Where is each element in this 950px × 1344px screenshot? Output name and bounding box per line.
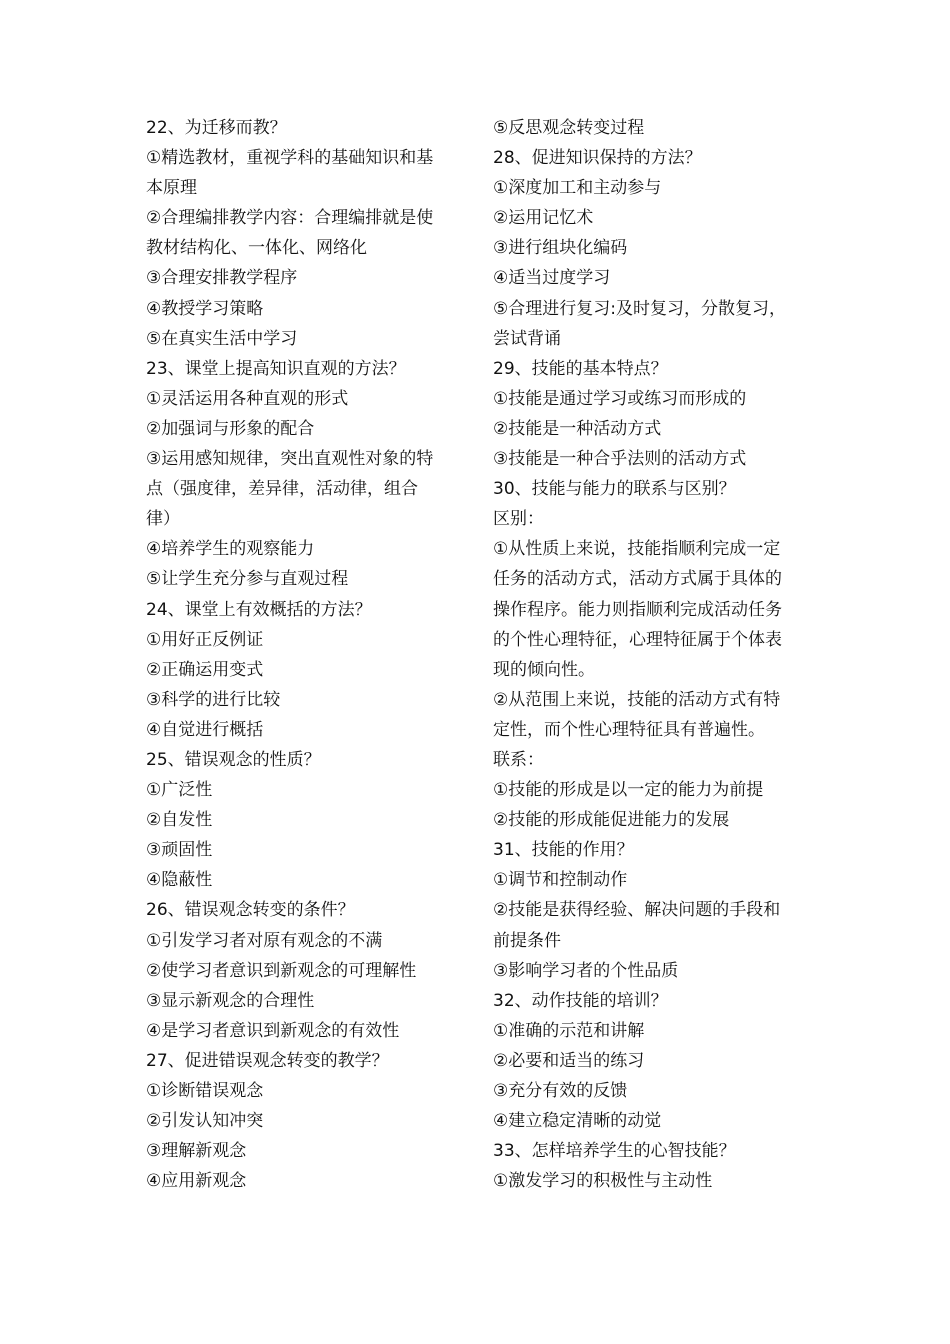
text-line: 联系： <box>493 749 544 770</box>
text-line: 25、错误观念的性质？ <box>146 749 321 770</box>
text-line: ①用好正反例证 <box>146 629 264 650</box>
text-line: 24、课堂上有效概括的方法？ <box>146 599 372 620</box>
text-line: ③显示新观念的合理性 <box>146 990 315 1011</box>
text-line: ①深度加工和主动参与 <box>493 178 662 199</box>
text-line: ③影响学习者的个性品质 <box>493 960 679 981</box>
text-line: ④教授学习策略 <box>146 298 264 319</box>
text-line: 33、怎样培养学生的心智技能？ <box>493 1141 736 1162</box>
text-line: ③科学的进行比较 <box>146 689 281 710</box>
text-line: ②必要和适当的练习 <box>493 1050 645 1071</box>
text-line: 区别： <box>493 509 544 530</box>
text-line: ①激发学习的积极性与主动性 <box>493 1171 713 1192</box>
text-line: ①诊断错误观念 <box>146 1081 264 1101</box>
text-line: ③进行组块化编码 <box>493 238 628 259</box>
text-line: 28、促进知识保持的方法？ <box>493 148 702 169</box>
text-line: 教材结构化、一体化、网络化 <box>146 238 367 259</box>
text-line: ⑤合理进行复习:及时复习，分散复习， <box>493 298 786 319</box>
text-line: ②技能是获得经验、解决问题的手段和 <box>493 900 781 921</box>
text-line: ③技能是一种合乎法则的活动方式 <box>493 449 747 470</box>
text-line: ②技能的形成能促进能力的发展 <box>493 810 730 831</box>
text-line: ③合理安排教学程序 <box>146 268 298 289</box>
text-line: 29、技能的基本特点？ <box>493 358 668 379</box>
text-line: 现的倾向性。 <box>493 659 595 680</box>
text-line: 30、技能与能力的联系与区别？ <box>493 479 736 500</box>
text-line: ②技能是一种活动方式 <box>493 418 662 439</box>
text-line: ②正确运用变式 <box>146 659 264 680</box>
left-column <box>146 113 462 1196</box>
text-line: 律） <box>146 509 180 530</box>
text-line: ②从范围上来说，技能的活动方式有特 <box>493 689 781 710</box>
text-line: ③充分有效的反馈 <box>493 1081 628 1101</box>
right-column <box>493 113 809 1196</box>
text-line: ⑤让学生充分参与直观过程 <box>146 569 349 590</box>
text-line: ②合理编排教学内容：合理编排就是使 <box>146 208 434 229</box>
text-line: ①准确的示范和讲解 <box>493 1020 645 1041</box>
text-line: ①技能的形成是以一定的能力为前提 <box>493 780 764 801</box>
text-line: ②运用记忆术 <box>493 208 594 229</box>
text-line: ①引发学习者对原有观念的不满 <box>146 930 383 951</box>
text-line: ①调节和控制动作 <box>493 870 628 891</box>
text-line: ②自发性 <box>146 810 213 831</box>
text-line: ④适当过度学习 <box>493 268 611 289</box>
text-line: 31、技能的作用？ <box>493 840 634 861</box>
text-line: ④隐蔽性 <box>146 870 213 891</box>
text-line: ④自觉进行概括 <box>146 719 264 740</box>
text-line: ④建立稳定清晰的动觉 <box>493 1111 662 1132</box>
text-line: 27、促进错误观念转变的教学？ <box>146 1050 389 1071</box>
text-line: ①广泛性 <box>146 780 213 801</box>
text-line: 的个性心理特征，心理特征属于个体表 <box>493 629 782 650</box>
text-line: ①技能是通过学习或练习而形成的 <box>493 388 747 409</box>
text-line: 32、动作技能的培训？ <box>493 990 668 1011</box>
text-line: 26、错误观念转变的条件？ <box>146 900 355 921</box>
text-line: 操作程序。能力则指顺利完成活动任务 <box>493 599 782 620</box>
text-line: ④培养学生的观察能力 <box>146 539 315 560</box>
text-line: 22、为迁移而教？ <box>146 118 287 138</box>
text-line: 本原理 <box>146 178 197 199</box>
text-line: ②使学习者意识到新观念的可理解性 <box>146 960 417 981</box>
text-line: ①从性质上来说，技能指顺利完成一定 <box>493 539 781 560</box>
text-line: 尝试背诵 <box>493 328 561 349</box>
text-line: ①灵活运用各种直观的形式 <box>146 388 349 409</box>
text-line: 23、课堂上提高知识直观的方法？ <box>146 358 406 379</box>
text-line: ④应用新观念 <box>146 1171 247 1192</box>
text-line: ④是学习者意识到新观念的有效性 <box>146 1020 400 1041</box>
text-line: ①精选教材，重视学科的基础知识和基 <box>146 148 434 169</box>
text-line: ③运用感知规律，突出直观性对象的特 <box>146 449 434 470</box>
text-line: 点（强度律，差异律，活动律，组合 <box>146 479 418 500</box>
text-line: ③理解新观念 <box>146 1141 247 1162</box>
text-line: 任务的活动方式，活动方式属于具体的 <box>493 569 782 590</box>
text-line: 前提条件 <box>493 930 561 951</box>
text-line: ③顽固性 <box>146 840 213 861</box>
text-line: ⑤反思观念转变过程 <box>493 118 645 138</box>
text-line: 定性，而个性心理特征具有普遍性。 <box>493 719 765 740</box>
text-line: ⑤在真实生活中学习 <box>146 328 298 349</box>
text-line: ②加强词与形象的配合 <box>146 418 315 439</box>
text-line: ②引发认知冲突 <box>146 1111 264 1132</box>
